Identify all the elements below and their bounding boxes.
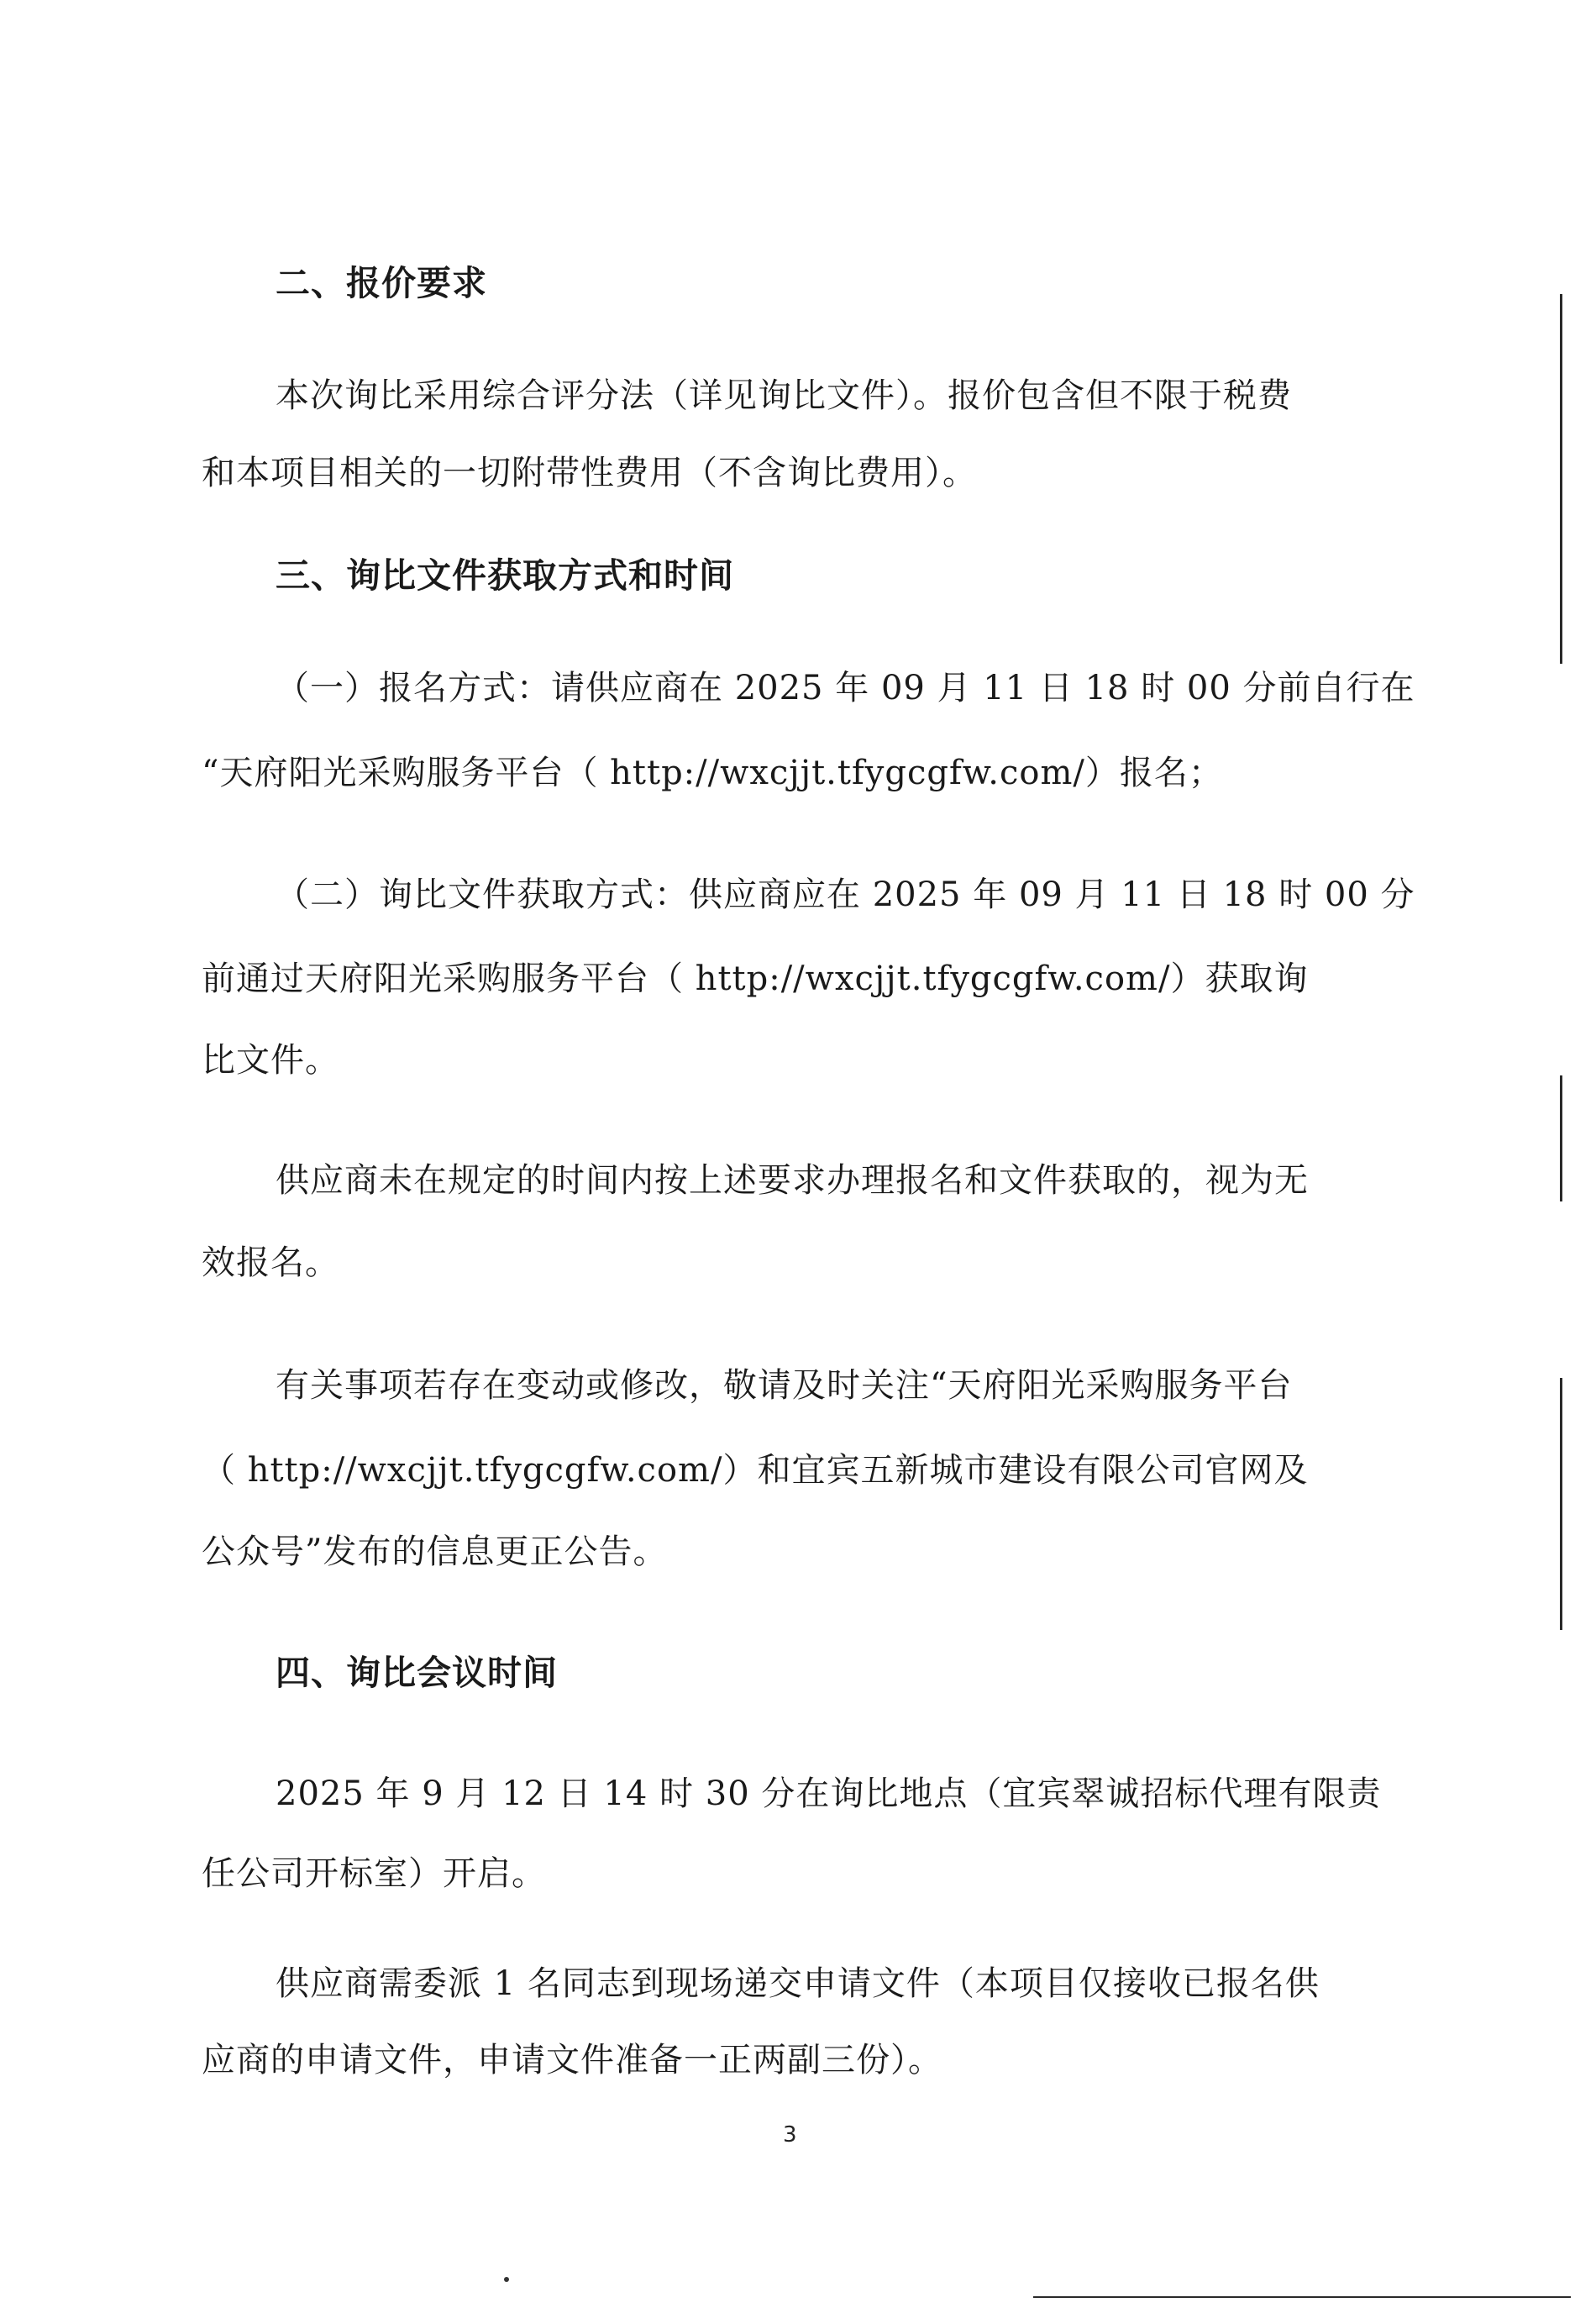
paragraph-line: （ http://wxcjjt.tfygcgfw.com/）和宜宾五新城市建设有限公司官网及 — [202, 1451, 1309, 1490]
paragraph-line: 2025 年 9 月 12 日 14 时 30 分在询比地点（宜宾翠诚招标代理有限责 — [276, 1774, 1382, 1813]
paragraph-line: 供应商需委派 1 名同志到现场递交申请文件（本项目仅接收已报名供 — [276, 1964, 1320, 2003]
scan-edge-mark — [1560, 294, 1562, 664]
paragraph-line: 前通过天府阳光采购服务平台（ http://wxcjjt.tfygcgfw.com/）获取询 — [202, 959, 1309, 998]
paragraph-line: 本次询比采用综合评分法（详见询比文件）。报价包含但不限于税费 — [276, 376, 1292, 415]
paragraph-line: 应商的申请文件，申请文件准备一正两副三份）。 — [202, 2041, 942, 2079]
scan-edge-mark — [1560, 1075, 1562, 1201]
section-heading-meeting-time: 四、询比会议时间 — [276, 1653, 558, 1693]
paragraph-line: 任公司开标室）开启。 — [202, 1854, 546, 1893]
paragraph-line: “天府阳光采购服务平台（ http://wxcjjt.tfygcgfw.com/）报名； — [202, 754, 1223, 792]
paragraph-line: 有关事项若存在变动或修改，敬请及时关注“天府阳光采购服务平台 — [276, 1366, 1293, 1405]
paragraph-line: 效报名。 — [202, 1243, 339, 1282]
page-number: 3 — [783, 2122, 797, 2148]
paragraph-line: 公众号”发布的信息更正公告。 — [202, 1533, 668, 1571]
scan-edge-mark — [1560, 1378, 1562, 1630]
paragraph-line: 比文件。 — [202, 1041, 339, 1080]
section-heading-document-acquisition: 三、询比文件获取方式和时间 — [276, 555, 734, 596]
paragraph-line: （二）询比文件获取方式：供应商应在 2025 年 09 月 11 日 18 时 00 分 — [276, 875, 1415, 914]
paragraph-line: 和本项目相关的一切附带性费用（不含询比费用）。 — [202, 454, 977, 492]
scan-edge-mark — [1033, 2296, 1571, 2298]
scan-dot-mark — [504, 2277, 509, 2282]
paragraph-line: 供应商未在规定的时间内按上述要求办理报名和文件获取的，视为无 — [276, 1161, 1309, 1200]
paragraph-line: （一）报名方式：请供应商在 2025 年 09 月 11 日 18 时 00 分前自行在 — [276, 669, 1415, 707]
section-heading-quote-requirements: 二、报价要求 — [276, 263, 487, 303]
